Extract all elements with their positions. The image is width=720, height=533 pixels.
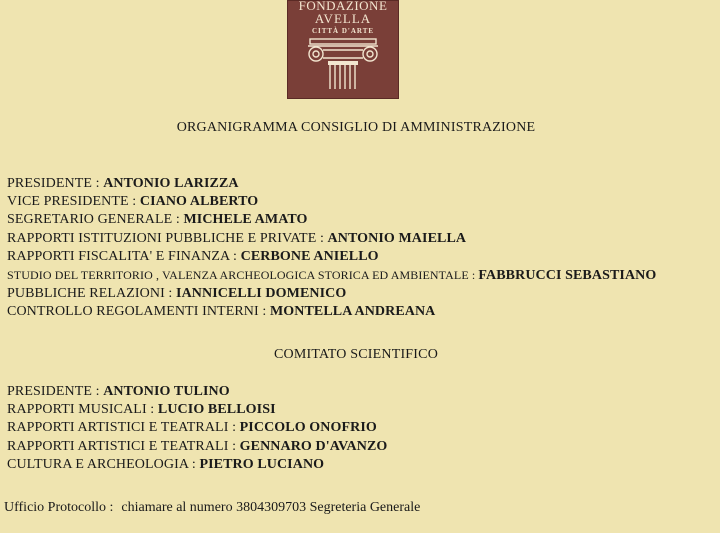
member-role: CONTROLLO REGOLAMENTI INTERNI : <box>7 304 270 320</box>
footer-text: chiamare al numero 3804309703 Segreteria Generale <box>121 500 421 515</box>
member-name: FABBRUCCI SEBASTIANO <box>478 268 657 284</box>
committee-member-list <box>7 383 387 474</box>
member-name: GENNARO D'AVANZO <box>239 438 388 454</box>
committee-member-row <box>7 383 387 401</box>
board-member-row <box>7 285 656 303</box>
board-member-row <box>7 230 656 248</box>
board-member-row <box>7 193 656 211</box>
committee-member-row <box>7 456 387 474</box>
member-name: ANTONIO LARIZZA <box>103 176 239 191</box>
member-role: RAPPORTI ARTISTICI E TEATRALI : <box>7 438 240 454</box>
board-member-row <box>7 303 656 321</box>
board-title: ORGANIGRAMMA CONSIGLIO DI AMMINISTRAZIONE <box>176 120 536 135</box>
logo-line-3: CITTÀ D'ARTE <box>311 27 375 35</box>
member-name: CERBONE ANIELLO <box>240 248 379 264</box>
fondazione-logo <box>287 0 399 99</box>
member-role: CULTURA E ARCHEOLOGIA : <box>7 456 200 472</box>
committee-member-row <box>7 419 387 437</box>
member-name: MONTELLA ANDREANA <box>269 304 436 320</box>
logo-line-1: FONDAZIONE <box>298 0 388 13</box>
board-member-row <box>7 266 656 285</box>
member-role: RAPPORTI FISCALITA' E FINANZA : <box>7 248 241 264</box>
member-name: MICHELE AMATO <box>183 212 308 228</box>
member-role: RAPPORTI ARTISTICI E TEATRALI : <box>7 420 240 436</box>
member-name: PIETRO LUCIANO <box>199 456 325 472</box>
member-role: RAPPORTI ISTITUZIONI PUBBLICHE E PRIVATE : <box>7 230 328 246</box>
member-name: ANTONIO TULINO <box>103 384 230 399</box>
footer-label: Ufficio Protocollo : <box>4 500 114 515</box>
board-member-row <box>7 175 656 193</box>
board-member-row <box>7 211 656 229</box>
board-member-row <box>7 248 656 266</box>
ionic-capital-icon <box>304 38 382 90</box>
member-name: IANNICELLI DOMENICO <box>176 286 347 302</box>
member-role: PUBBLICHE RELAZIONI : <box>7 286 177 302</box>
committee-title: COMITATO SCIENTIFICO <box>273 347 438 362</box>
committee-member-row <box>7 438 387 456</box>
footer-protocol <box>4 500 420 516</box>
committee-member-row <box>7 401 387 419</box>
logo-line-2: AVELLA <box>314 11 372 26</box>
member-name: LUCIO BELLOISI <box>157 402 276 418</box>
member-role: PRESIDENTE : <box>7 384 104 399</box>
member-role: PRESIDENTE : <box>7 176 104 191</box>
member-name: ANTONIO MAIELLA <box>327 230 467 246</box>
member-name: PICCOLO ONOFRIO <box>239 420 377 436</box>
member-role: RAPPORTI MUSICALI : <box>7 402 158 418</box>
member-role: SEGRETARIO GENERALE : <box>7 212 184 228</box>
member-name: CIANO ALBERTO <box>139 194 259 210</box>
member-role: STUDIO DEL TERRITORIO , VALENZA ARCHEOLOGICA STORICA ED AMBIENTALE : <box>7 268 479 283</box>
board-member-list <box>7 175 656 322</box>
member-role: VICE PRESIDENTE : <box>7 194 140 210</box>
